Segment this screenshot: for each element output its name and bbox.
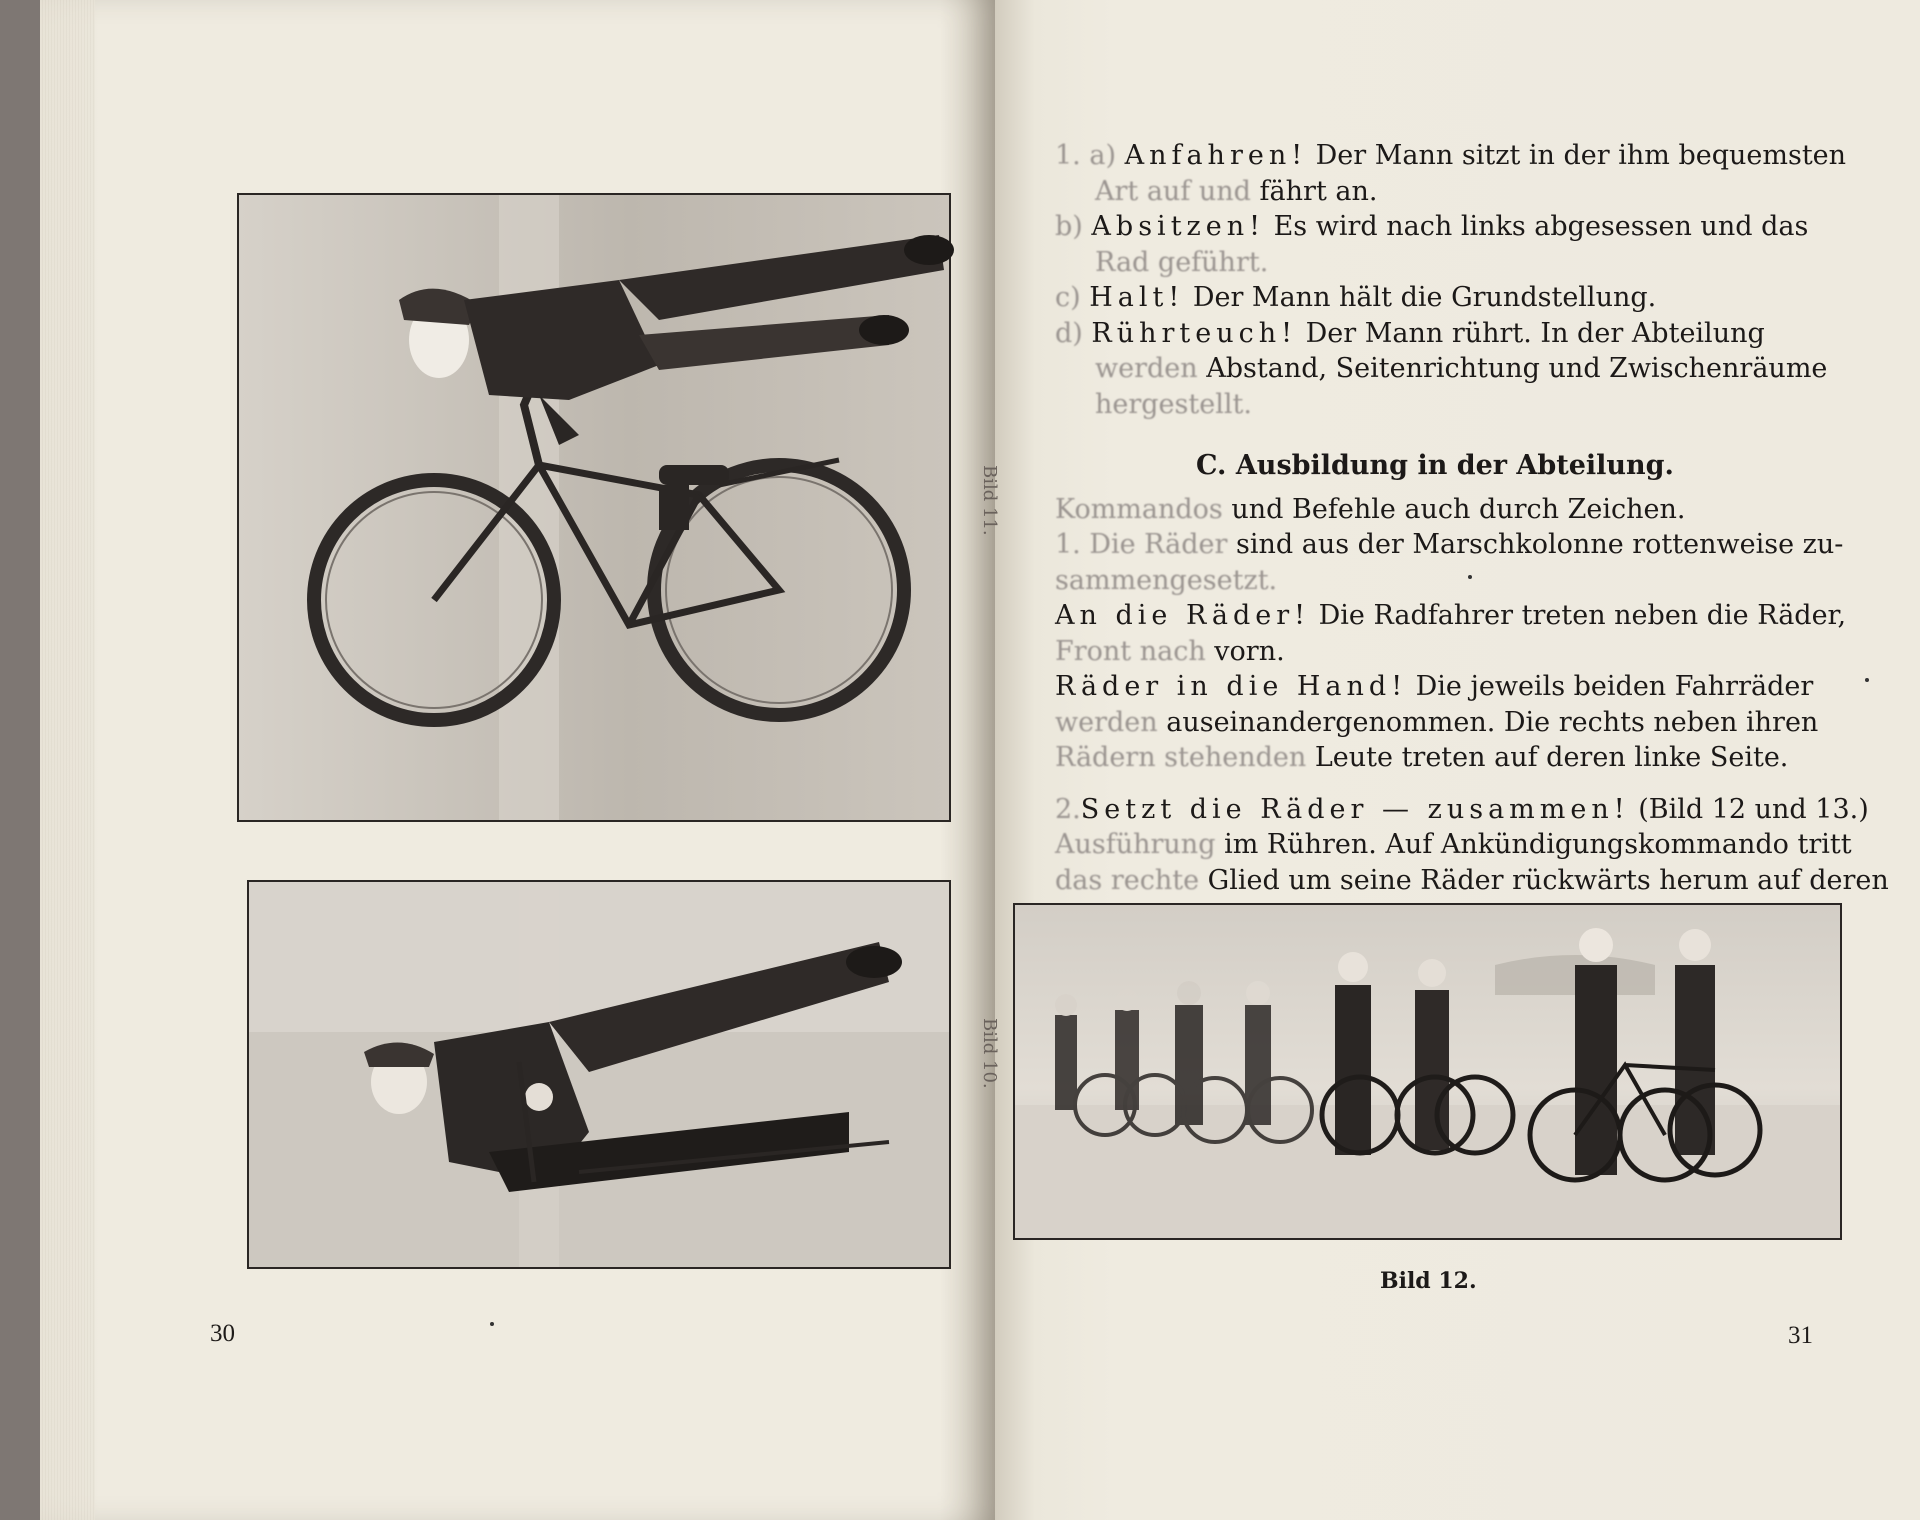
- faded-text: Front nach: [1055, 635, 1206, 667]
- text-line: [1055, 138, 1847, 174]
- faded-text: c): [1055, 282, 1081, 313]
- paper-speck: [490, 1322, 494, 1326]
- right-page-text: [1055, 138, 1889, 898]
- faded-text: 2.: [1055, 793, 1081, 825]
- text-line: [1055, 316, 1815, 352]
- caption-bild-11: Bild 11.: [979, 465, 1000, 536]
- photo-bild-12: [1013, 903, 1842, 1240]
- line-text: sind aus der Marschkolonne rottenweise zu-: [1227, 529, 1844, 560]
- line-text: fährt an.: [1250, 175, 1378, 207]
- faded-text: Kommandos: [1055, 493, 1223, 525]
- faded-text: werden: [1055, 706, 1158, 738]
- line-text: (Bild 12 und 13.): [1629, 793, 1869, 825]
- faded-text: Rädern stehenden: [1055, 742, 1307, 773]
- command-text: An die Räder!: [1055, 600, 1311, 631]
- text-line: [1055, 209, 1815, 245]
- line-text: Es wird nach links abgesessen und das: [1265, 211, 1809, 242]
- line-text: im Rühren. Auf Ankündigungskommando tritt: [1215, 829, 1852, 860]
- text-line: [1055, 280, 1815, 316]
- faded-text: hergestellt.: [1095, 388, 1252, 420]
- line-text: Der Mann hält die Grundstellung.: [1184, 282, 1657, 313]
- faded-text: das rechte: [1055, 864, 1200, 896]
- faded-text: b): [1055, 211, 1083, 242]
- paper-speck: [1468, 575, 1472, 579]
- text-line: [1055, 527, 1844, 563]
- command-text: Räder in die Hand!: [1055, 671, 1408, 702]
- command-text: Halt!: [1089, 282, 1185, 313]
- text-line: [1055, 351, 1828, 387]
- faded-text: Art auf und: [1095, 175, 1251, 207]
- photo-bild-10: [247, 880, 951, 1269]
- page-number-left: 30: [210, 1320, 235, 1347]
- faded-text: 1. a): [1055, 140, 1116, 171]
- line-text: vorn.: [1205, 635, 1285, 667]
- text-line: [1055, 863, 1889, 899]
- line-text: Glied um seine Räder rückwärts herum auf deren: [1199, 864, 1889, 896]
- text-line: [1055, 563, 1815, 599]
- line-text: Der Mann sitzt in der ihm bequemsten: [1307, 140, 1847, 171]
- text-line: [1055, 740, 1815, 776]
- section-heading: C. Ausbildung in der Abteilung.: [1196, 450, 1674, 481]
- text-line: [1055, 827, 1852, 863]
- line-text: Der Mann rührt. In der Abteilung: [1297, 317, 1765, 349]
- text-line: [1055, 705, 1819, 741]
- text-line: [1055, 174, 1815, 210]
- caption-bild-12: Bild 12.: [1380, 1268, 1477, 1294]
- faded-text: sammengesetzt.: [1055, 564, 1278, 596]
- text-line: [1055, 598, 1847, 634]
- photo-bild-11: [237, 193, 951, 822]
- page-number-right: 31: [1788, 1322, 1813, 1349]
- faded-text: 1. Die Räder: [1055, 529, 1228, 560]
- text-line: [1055, 492, 1815, 528]
- line-text: Abstand, Seitenrichtung und Zwischenräume: [1197, 353, 1828, 384]
- text-line: [1055, 634, 1815, 670]
- faded-text: Ausführung: [1055, 829, 1216, 860]
- faded-text: Rad geführt.: [1095, 246, 1269, 278]
- line-text: auseinandergenommen. Die rechts neben ihren: [1157, 706, 1819, 738]
- command-text: Setzt die Räder — zusammen!: [1080, 793, 1630, 825]
- line-text: und Befehle auch durch Zeichen.: [1222, 493, 1686, 525]
- text-line: [1055, 387, 1815, 423]
- paper-speck: [1865, 678, 1869, 682]
- caption-bild-10: Bild 10.: [979, 1018, 1000, 1089]
- faded-text: d): [1055, 317, 1083, 349]
- text-line: [1055, 669, 1815, 705]
- page-edges: [40, 0, 95, 1520]
- command-text: Anfahren!: [1124, 140, 1308, 171]
- paragraph-gap: [1055, 776, 1815, 792]
- text-line: [1055, 792, 1869, 828]
- command-text: Absitzen!: [1091, 211, 1265, 242]
- line-text: Die jeweils beiden Fahrräder: [1407, 671, 1814, 702]
- faded-text: werden: [1095, 353, 1198, 384]
- line-text: Leute treten auf deren linke Seite.: [1306, 742, 1789, 773]
- line-text: Die Radfahrer treten neben die Räder,: [1310, 600, 1847, 631]
- command-text: Rührteuch!: [1091, 317, 1298, 349]
- text-line: [1055, 245, 1815, 281]
